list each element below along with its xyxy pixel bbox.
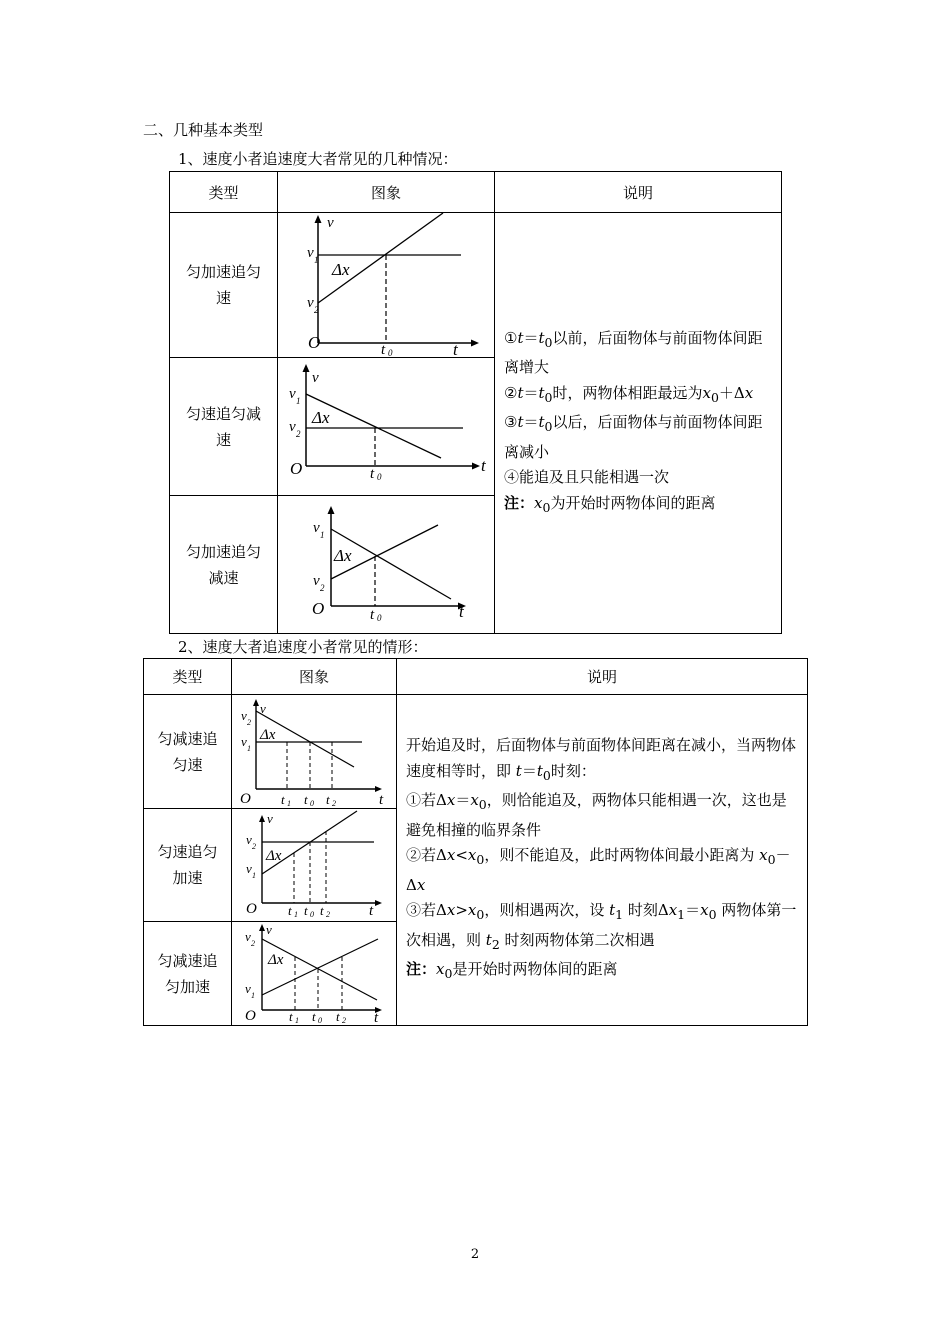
v-axis-arrow — [259, 924, 265, 931]
v2-subscript: 2 — [320, 583, 325, 593]
delta-x-label: Δx — [332, 260, 350, 279]
v1-subscript: 1 — [314, 255, 319, 265]
type-cell: 匀加速追匀减速 — [170, 496, 278, 634]
v2-subscript: 2 — [296, 429, 301, 439]
t0-label: t — [304, 903, 308, 918]
v-axis-arrow — [259, 815, 265, 822]
t-axis-label: t — [379, 792, 384, 808]
vt-graph-accel-chases-uniform — [278, 213, 495, 357]
v1-subscript: 1 — [252, 871, 256, 880]
origin-label: O — [308, 333, 321, 352]
table-slow-chases-fast — [169, 171, 782, 634]
desc-paragraph-3: ②若$\Delta x<x_0$，则不能追及，此时两物体间最小距离为 $x_0-\Delta x$ — [406, 846, 791, 894]
desc-paragraph-4: ③若$\Delta x>x_0$，则相遇两次，设 $t_1$ 时刻$\Delta x_1=x_0$ 两物体第一次相遇，则 $t_2$ 时刻两物体第二次相遇 — [406, 901, 797, 952]
t2-label: t — [326, 792, 330, 807]
v2-label: v — [313, 573, 320, 589]
v2-label: v — [241, 708, 247, 723]
t2-subscript: 2 — [332, 799, 336, 808]
vt-graph-decel-chases-accel — [232, 922, 397, 1025]
delta-x-label: Δx — [266, 848, 282, 864]
t0-subscript: 0 — [310, 910, 314, 919]
graph-cell — [278, 496, 495, 634]
header-type: 类型 — [144, 659, 232, 695]
v1-subscript: 1 — [247, 744, 251, 753]
v-axis-label: v — [312, 370, 319, 386]
delta-x-label: Δx — [260, 727, 276, 743]
type-cell: 匀减速追匀加速 — [144, 922, 232, 1026]
v1-label: v — [246, 861, 252, 876]
v1-label: v — [245, 981, 251, 996]
desc-paragraph-1: 开始追及时，后面物体与前面物体间距离在减小，当两物体速度相等时，即 $t=t_0$时刻： — [406, 736, 797, 783]
t1-subscript: 1 — [287, 799, 291, 808]
header-graph: 图象 — [278, 172, 495, 213]
vt-graph-uniform-chases-accel — [232, 809, 397, 921]
t2-subscript: 2 — [326, 910, 330, 919]
t2-subscript: 2 — [342, 1016, 346, 1025]
delta-x-label: Δx — [268, 952, 284, 968]
t-axis-label: t — [453, 340, 458, 357]
desc-line-2: $②t=t_0$时，两物体相距最远为$x_0+\Delta x$ — [504, 383, 754, 405]
t2-label: t — [336, 1009, 340, 1024]
v1-label: v — [307, 245, 314, 261]
v1-label: v — [241, 734, 247, 749]
graph-cell — [232, 922, 397, 1026]
v1-subscript: 1 — [296, 396, 301, 406]
desc-line-3: $③t=t_0$以后，后面物体与前面物体间距离减小 — [504, 413, 763, 461]
graph-cell — [232, 695, 397, 809]
header-graph: 图象 — [232, 659, 397, 695]
graph-cell — [232, 809, 397, 922]
desc-note: 注：$x_0$是开始时两物体间的距离 — [406, 960, 618, 982]
header-type: 类型 — [170, 172, 278, 213]
delta-x-label: Δx — [334, 546, 352, 565]
section-title: 二、几种基本类型 — [143, 121, 264, 139]
t0-label: t — [304, 792, 308, 807]
description-cell — [397, 695, 808, 1026]
accelerating-line — [318, 213, 443, 303]
type-cell: 匀速追匀加速 — [144, 809, 232, 922]
origin-label: O — [312, 599, 325, 618]
v-axis-arrow — [303, 364, 310, 372]
origin-label: O — [240, 791, 251, 807]
t-axis-label: t — [481, 456, 486, 475]
t1-subscript: 1 — [295, 1016, 299, 1025]
vt-graph-decel-chases-uniform — [232, 695, 397, 808]
t0-label: t — [370, 607, 375, 623]
t0-label: t — [381, 342, 386, 357]
t2-label: t — [320, 903, 324, 918]
t-axis-label: t — [459, 602, 464, 621]
v-axis-label: v — [266, 922, 272, 937]
vt-graph-uniform-chases-decel — [278, 358, 495, 495]
t0-subscript: 0 — [377, 472, 382, 482]
desc-note: 注：$x_0$为开始时两物体间的距离 — [504, 493, 716, 515]
type-cell: 匀速追匀减速 — [170, 358, 278, 496]
t0-subscript: 0 — [377, 613, 382, 623]
v1-subscript: 1 — [320, 530, 325, 540]
t-axis-arrow — [472, 463, 480, 470]
v2-subscript: 2 — [251, 939, 255, 948]
page-number: 2 — [470, 1247, 480, 1262]
t1-label: t — [288, 903, 292, 918]
v2-label: v — [246, 832, 252, 847]
t-axis-arrow — [471, 340, 479, 347]
v2-label: v — [307, 295, 314, 311]
subsection-1-title: 1、速度小者追速度大者常见的几种情况： — [178, 150, 458, 168]
v2-subscript: 2 — [247, 718, 251, 727]
description-cell — [495, 213, 782, 634]
t0-label: t — [370, 466, 375, 482]
v-axis-label: v — [267, 811, 273, 826]
t-axis-arrow — [375, 900, 382, 906]
v1-subscript: 1 — [251, 991, 255, 1000]
type-cell: 匀减速追匀速 — [144, 695, 232, 809]
origin-label: O — [290, 459, 303, 478]
header-desc: 说明 — [495, 172, 782, 213]
subsection-2-title: 2、速度大者追速度小者常见的情形： — [178, 638, 428, 656]
table-fast-chases-slow — [143, 658, 808, 1026]
t0-subscript: 0 — [388, 348, 393, 357]
graph-cell — [278, 358, 495, 496]
header-desc: 说明 — [397, 659, 808, 695]
t0-subscript: 0 — [310, 799, 314, 808]
v1-label: v — [313, 520, 320, 536]
t1-label: t — [289, 1009, 293, 1024]
delta-x-label: Δx — [312, 408, 330, 427]
desc-paragraph-2: ①若$\Delta x=x_0$，则恰能追及，两物体只能相遇一次，这也是避免相撞的临界条件 — [406, 791, 787, 839]
v-axis-arrow — [328, 506, 335, 514]
v-axis-arrow — [253, 699, 259, 706]
t1-label: t — [281, 792, 285, 807]
v1-label: v — [289, 386, 296, 402]
v2-subscript: 2 — [314, 305, 319, 315]
t0-label: t — [312, 1009, 316, 1024]
v-axis-label: v — [260, 701, 266, 716]
v2-label: v — [245, 929, 251, 944]
origin-label: O — [245, 1008, 256, 1024]
vt-graph-accel-chases-decel — [278, 496, 495, 633]
v2-label: v — [289, 419, 296, 435]
desc-line-4: ④能追及且只能相遇一次 — [504, 468, 670, 487]
v-axis-label: v — [327, 215, 334, 231]
t0-subscript: 0 — [318, 1016, 322, 1025]
t-axis-label: t — [374, 1010, 379, 1025]
v2-subscript: 2 — [252, 842, 256, 851]
desc-line-1: $①t=t_0$以前，后面物体与前面物体间距离增大 — [504, 328, 763, 377]
t-axis-label: t — [369, 903, 374, 919]
type-cell: 匀加速追匀速 — [170, 213, 278, 358]
graph-cell — [278, 213, 495, 358]
origin-label: O — [246, 901, 257, 917]
t1-subscript: 1 — [294, 910, 298, 919]
v-axis-arrow — [315, 215, 322, 223]
